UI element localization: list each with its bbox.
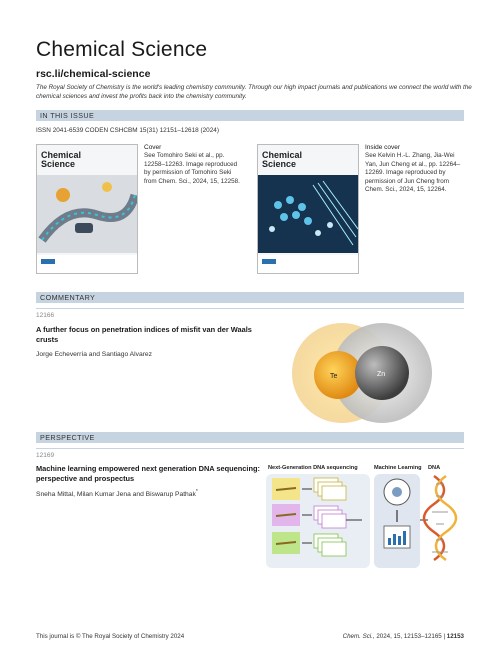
divider [36,448,464,449]
perspective-graphic [262,460,466,570]
inside-cover-label: Inside cover [365,144,401,151]
cover-art [37,145,137,273]
dna-label: DNA [428,465,441,471]
divider [36,308,464,309]
journal-description: The Royal Society of Chemistry is the world's leading chemistry community. Through our high impact journals and publications we connect the world with the chemical sciences and invest the profits back into the chemistry community. [36,84,472,100]
cover-thumb-title: Chemical Science [41,150,82,169]
page-number: 12153 [446,633,464,640]
section-in-this-issue: IN THIS ISSUE [36,110,464,121]
commentary-graphic [290,318,440,428]
cover-caption: See Tomohiro Seki et al., pp. 12258–12263. Image reproduced by permission of Tomohiro Seki from Chem. Sci., 2024, 15, 12258. [144,152,240,185]
ngs-label: Next-Generation DNA sequencing [268,465,358,471]
inside-cover-thumb-title: Chemical Science [262,150,303,169]
footer-citation: Chem. Sci., 2024, 15, 12153–12165 | 12153 [342,633,464,640]
ml-label: Machine Learning [374,465,422,471]
section-perspective: PERSPECTIVE [36,432,464,443]
section-commentary: COMMENTARY [36,292,464,303]
inside-cover-art [258,145,358,273]
corresponding-author-mark: * [195,489,198,495]
issn-line: ISSN 2041-6539 CODEN CSHCBM 15(31) 12151–12618 (2024) [36,127,219,134]
journal-title: Chemical Science [36,38,208,61]
article-authors: Jorge Echeverría and Santiago Alvarez [36,351,152,358]
citation-volume: 2024, 15, 12153–12165 [376,633,442,640]
journal-url[interactable]: rsc.li/chemical-science [36,68,151,80]
journal-abbrev: Chem. Sci., [342,633,375,640]
article-title[interactable]: Machine learning empowered next generation DNA sequencing: perspective and prospectus [36,464,260,483]
inside-cover-caption: See Kelvin H.-L. Zhang, Jia-Wei Yan, Jun Cheng et al., pp. 12264–12269. Image reproduced by permission of Jun Cheng from Chem. Sci., 2024, 15, 12264. [365,152,461,194]
te-label: Te [330,373,338,380]
cover-thumbnail[interactable] [36,144,138,274]
article-authors-names: Sneha Mittal, Milan Kumar Jena and Biswarup Pathak [36,491,196,499]
inside-cover-thumbnail[interactable] [257,144,359,274]
article-authors [36,489,296,498]
article-title[interactable]: A further focus on penetration indices of misfit van der Waals crusts [36,325,252,344]
footer-copyright: This journal is © The Royal Society of Chemistry 2024 [36,633,185,640]
article-number: 12166 [36,312,55,319]
zn-label: Zn [377,371,386,378]
article-number: 12169 [36,452,55,459]
cover-label: Cover [144,144,162,151]
